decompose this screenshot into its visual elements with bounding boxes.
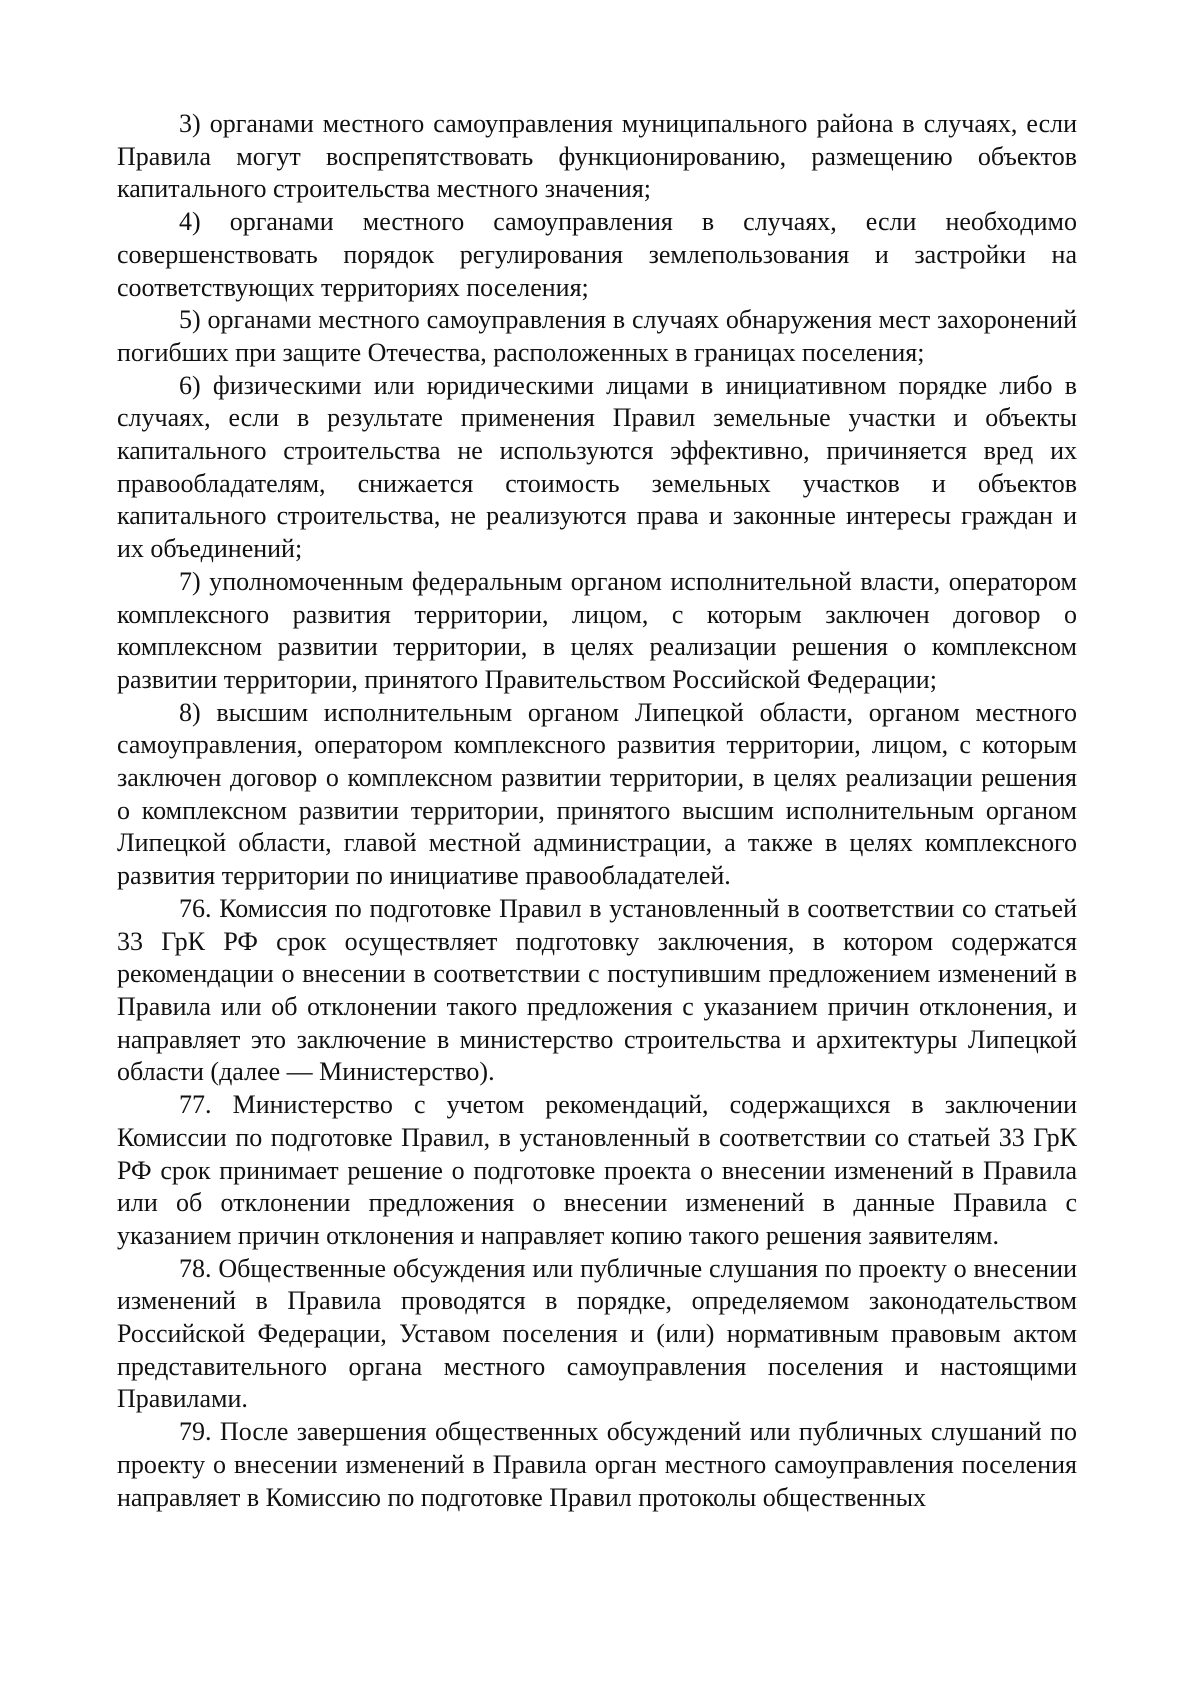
paragraph-clause-78: 78. Общественные обсуждения или публичные слушания по проекту о внесении изменений в Правила проводятся в порядке, определяемом законодательством Российской Федерации, Уставом поселения и (или) нормативным правовым актом представительного органа местного самоуправления поселения и настоящими Правилами. <box>117 1253 1077 1414</box>
paragraph-item-4: 4) органами местного самоуправления в случаях, если необходимо совершенствовать порядок регулирования землепользования и застройки на соответствующих территориях поселения; <box>117 207 1077 302</box>
document-page <box>117 108 1077 1514</box>
paragraph-item-5: 5) органами местного самоуправления в случаях обнаружения мест захоронений погибших при защите Отечества, расположенных в границах поселения; <box>117 305 1077 367</box>
paragraph-item-6: 6) физическими или юридическими лицами в инициативном порядке либо в случаях, если в результате применения Правил земельные участки и объекты капитального строительства не используются эффективно, причиняется вред их правообладателям, снижается стоимость земельных участков и объектов капитального строительства, не реализуются права и законные интересы граждан и их объединений; <box>117 370 1077 564</box>
paragraph-clause-77: 77. Министерство с учетом рекомендаций, содержащихся в заключении Комиссии по подготовке Правил, в установленный в соответствии со статьей 33 ГрК РФ срок принимает решение о подготовке проекта о внесении изменений в Правила или об отклонении предложения о внесении изменений в данные Правила с указанием причин отклонения и направляет копию такого решения заявителям. <box>117 1090 1077 1250</box>
paragraph-clause-79: 79. После завершения общественных обсуждений или публичных слушаний по проекту о внесении изменений в Правила орган местного самоуправления поселения направляет в Комиссию по подготовке Правил протоколы общественных <box>117 1417 1077 1512</box>
paragraph-clause-76: 76. Комиссия по подготовке Правил в установленный в соответствии со статьей 33 ГрК РФ срок осуществляет подготовку заключения, в котором содержатся рекомендации о внесении в соответствии с поступившим предложением изменений в Правила или об отклонении такого предложения с указанием причин отклонения, и направляет это заключение в министерство строительства и архитектуры Липецкой области (далее — Министерство). <box>117 893 1077 1087</box>
paragraph-item-7: 7) уполномоченным федеральным органом исполнительной власти, оператором комплексного развития территории, лицом, с которым заключен договор о комплексном развитии территории, в целях реализации решения о комплексном развитии территории, принятого Правительством Российской Федерации; <box>117 566 1077 694</box>
paragraph-item-8: 8) высшим исполнительным органом Липецкой области, органом местного самоуправления, оператором комплексного развития территории, лицом, с которым заключен договор о комплексном развитии территории, в целях реализации решения о комплексном развитии территории, принятого высшим исполнительным органом Липецкой области, главой местной администрации, а также в целях комплексного развития территории по инициативе правообладателей. <box>117 697 1077 891</box>
paragraph-item-3: 3) органами местного самоуправления муниципального района в случаях, если Правила могут воспрепятствовать функционированию, размещению объектов капитального строительства местного значения; <box>117 109 1077 204</box>
